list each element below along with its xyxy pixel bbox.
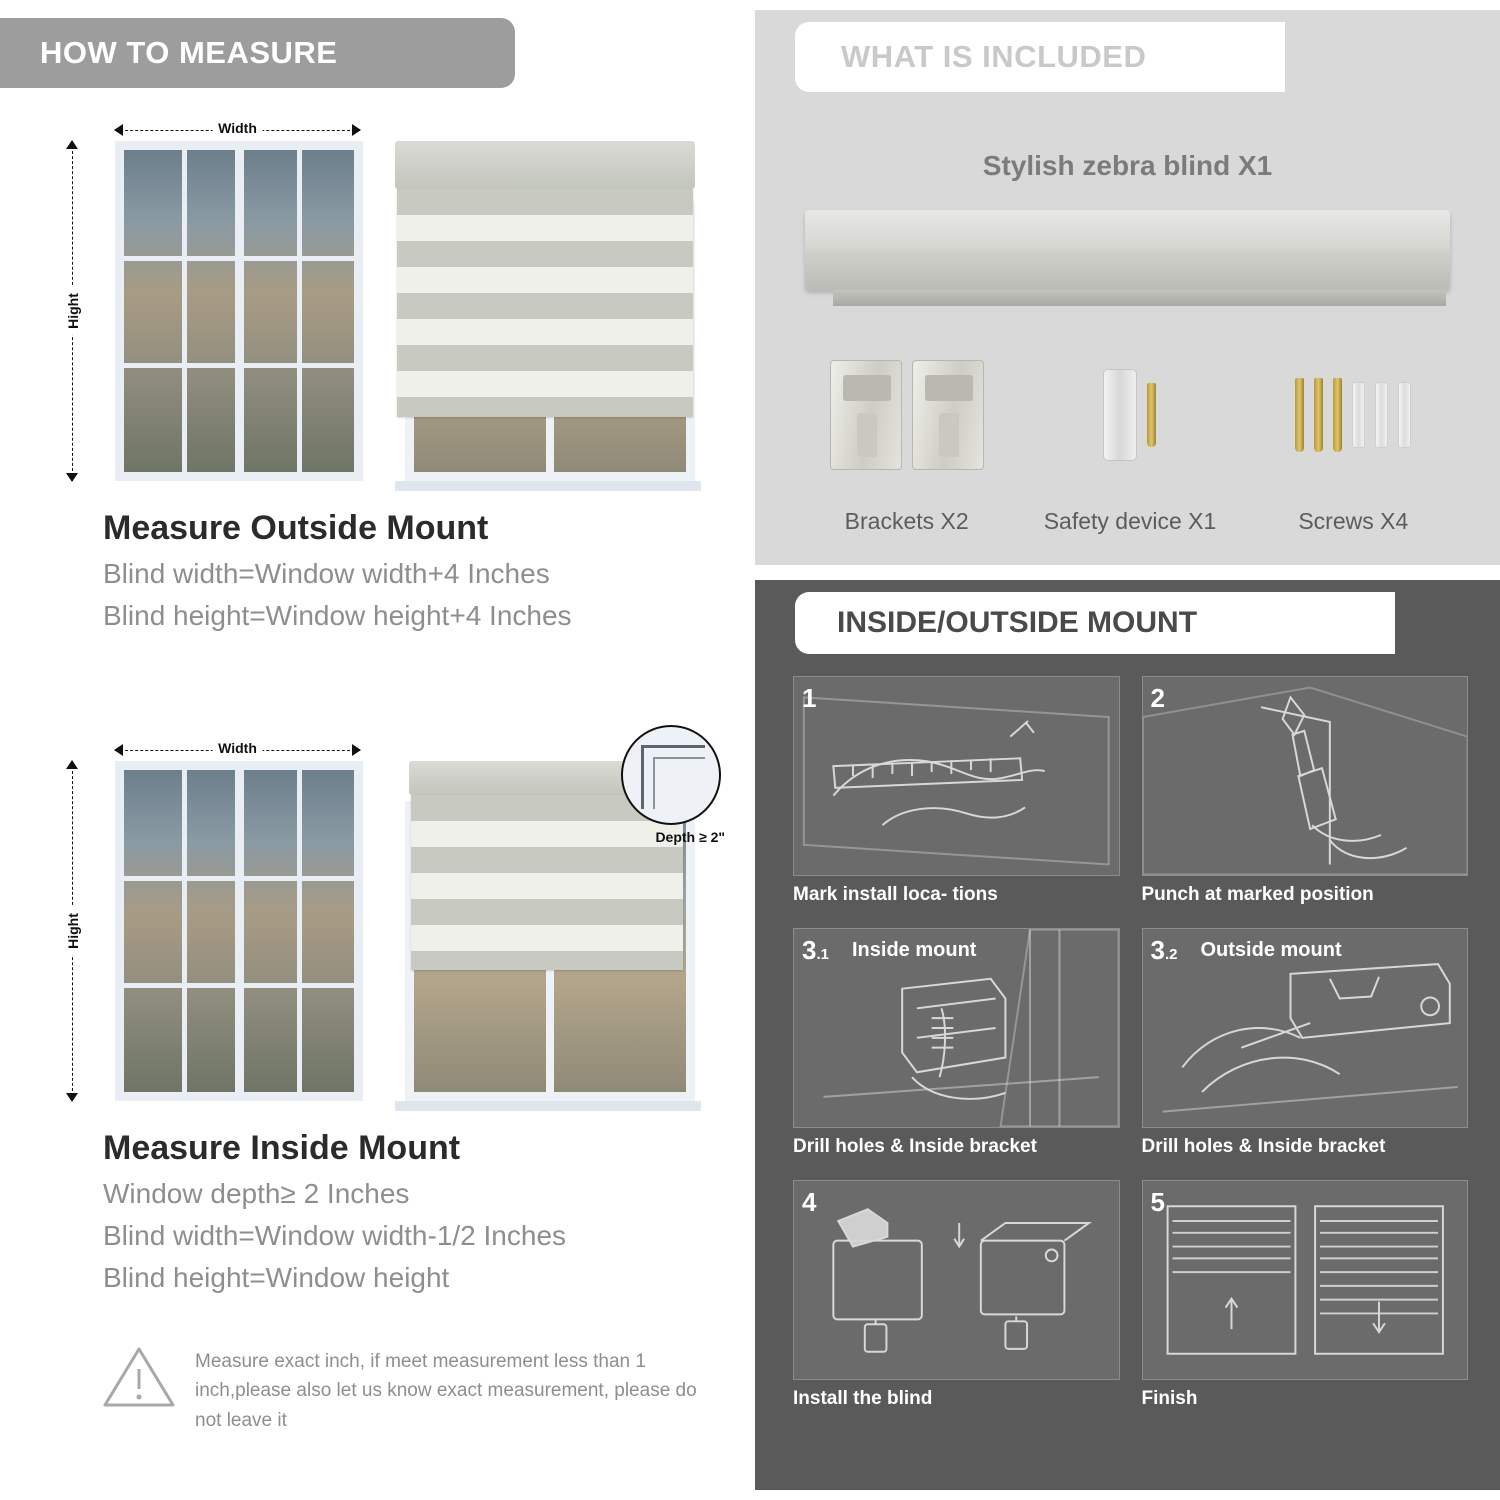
step-3-2-illustration: 3.2 Outside mount [1142,928,1469,1128]
part-safety-device [1018,355,1241,535]
screws-icon [1242,355,1465,475]
inside-mount-line1: Window depth≥ 2 Inches [103,1178,410,1209]
what-is-included-banner [795,22,1285,92]
outside-height-dimension [65,141,79,481]
what-is-included-panel [755,10,1500,565]
bracket-icon [795,355,1018,475]
step-4-caption: Install the blind [793,1388,933,1409]
depth-label: Depth ≥ 2" [655,829,725,845]
step-3-1-caption: Drill holes & Inside bracket [793,1136,1037,1157]
outside-mount-diagram [35,105,735,505]
zebra-fabric [397,189,693,417]
blind-illustration-outside [395,141,695,481]
step-1-caption: Mark install loca- tions [793,884,998,905]
step-1 [793,676,1120,906]
part-brackets-caption: Brackets X2 [844,508,969,534]
inside-width-label: Width [212,740,263,756]
step-3-1 [793,928,1120,1158]
step-3-2-inner-label: Outside mount [1200,939,1342,961]
outside-mount-line2: Blind height=Window height+4 Inches [103,600,572,631]
step-4-illustration: 4 [793,1180,1120,1380]
outside-mount-block [0,105,745,632]
inside-width-dimension [115,740,360,757]
step-4 [793,1180,1120,1410]
window-illustration-inside [115,761,363,1101]
inside-mount-line3: Blind height=Window height [103,1262,450,1293]
installation-steps-grid [793,676,1468,1410]
inside-mount-line2: Blind width=Window width-1/2 Inches [103,1220,567,1251]
measure-note-text: Measure exact inch, if meet measurement less than 1 inch,please also let us know exact measurement, please do not leave it [195,1351,697,1431]
step-2-illustration: 2 [1142,676,1469,876]
step-3-1-inner-label: Inside mount [852,939,977,961]
how-to-measure-banner [0,18,515,88]
product-title: Stylish zebra blind X1 [982,150,1273,181]
step-5-illustration: 5 [1142,1180,1469,1380]
step-3-2 [1142,928,1469,1158]
step-5 [1142,1180,1469,1410]
outside-width-label: Width [212,120,263,136]
step-2-caption: Punch at marked position [1141,884,1374,905]
how-to-measure-title: HOW TO MEASURE [40,35,338,70]
inside-outside-mount-banner [795,592,1395,654]
part-screws-caption: Screws X4 [1298,508,1409,534]
zebra-fabric-inside [411,795,683,970]
outside-mount-line1: Blind width=Window width+4 Inches [103,558,550,589]
inside-height-label: Hight [65,907,81,955]
window-illustration-outside [115,141,363,481]
how-to-measure-column [0,0,745,1500]
outside-height-label: Hight [65,287,81,335]
outside-mount-heading: Measure Outside Mount [103,509,489,547]
step-2 [1142,676,1469,906]
outside-width-dimension [115,120,360,137]
part-safety-caption: Safety device X1 [1043,508,1217,534]
step-3-1-illustration: 3.1 Inside mount [793,928,1120,1128]
right-column [745,0,1500,1500]
inside-mount-heading: Measure Inside Mount [103,1129,461,1167]
inside-outside-mount-panel [755,580,1500,1490]
headrail [395,141,695,189]
safety-device-icon [1018,355,1241,475]
measure-note [103,1345,703,1435]
part-screws [1242,355,1465,535]
step-3-2-caption: Drill holes & Inside bracket [1141,1136,1386,1157]
warning-icon [103,1345,175,1409]
inside-mount-block [0,725,745,1294]
inside-height-dimension [65,761,79,1101]
zebra-blind-product-image [805,210,1450,290]
inside-outside-mount-title: INSIDE/OUTSIDE MOUNT [837,606,1198,639]
part-brackets [795,355,1018,535]
parts-row [795,355,1465,535]
what-is-included-title: WHAT IS INCLUDED [841,39,1147,74]
inside-mount-diagram [35,725,735,1125]
step-5-caption: Finish [1141,1388,1198,1409]
step-1-illustration: 1 [793,676,1120,876]
depth-detail-circle [621,725,721,825]
